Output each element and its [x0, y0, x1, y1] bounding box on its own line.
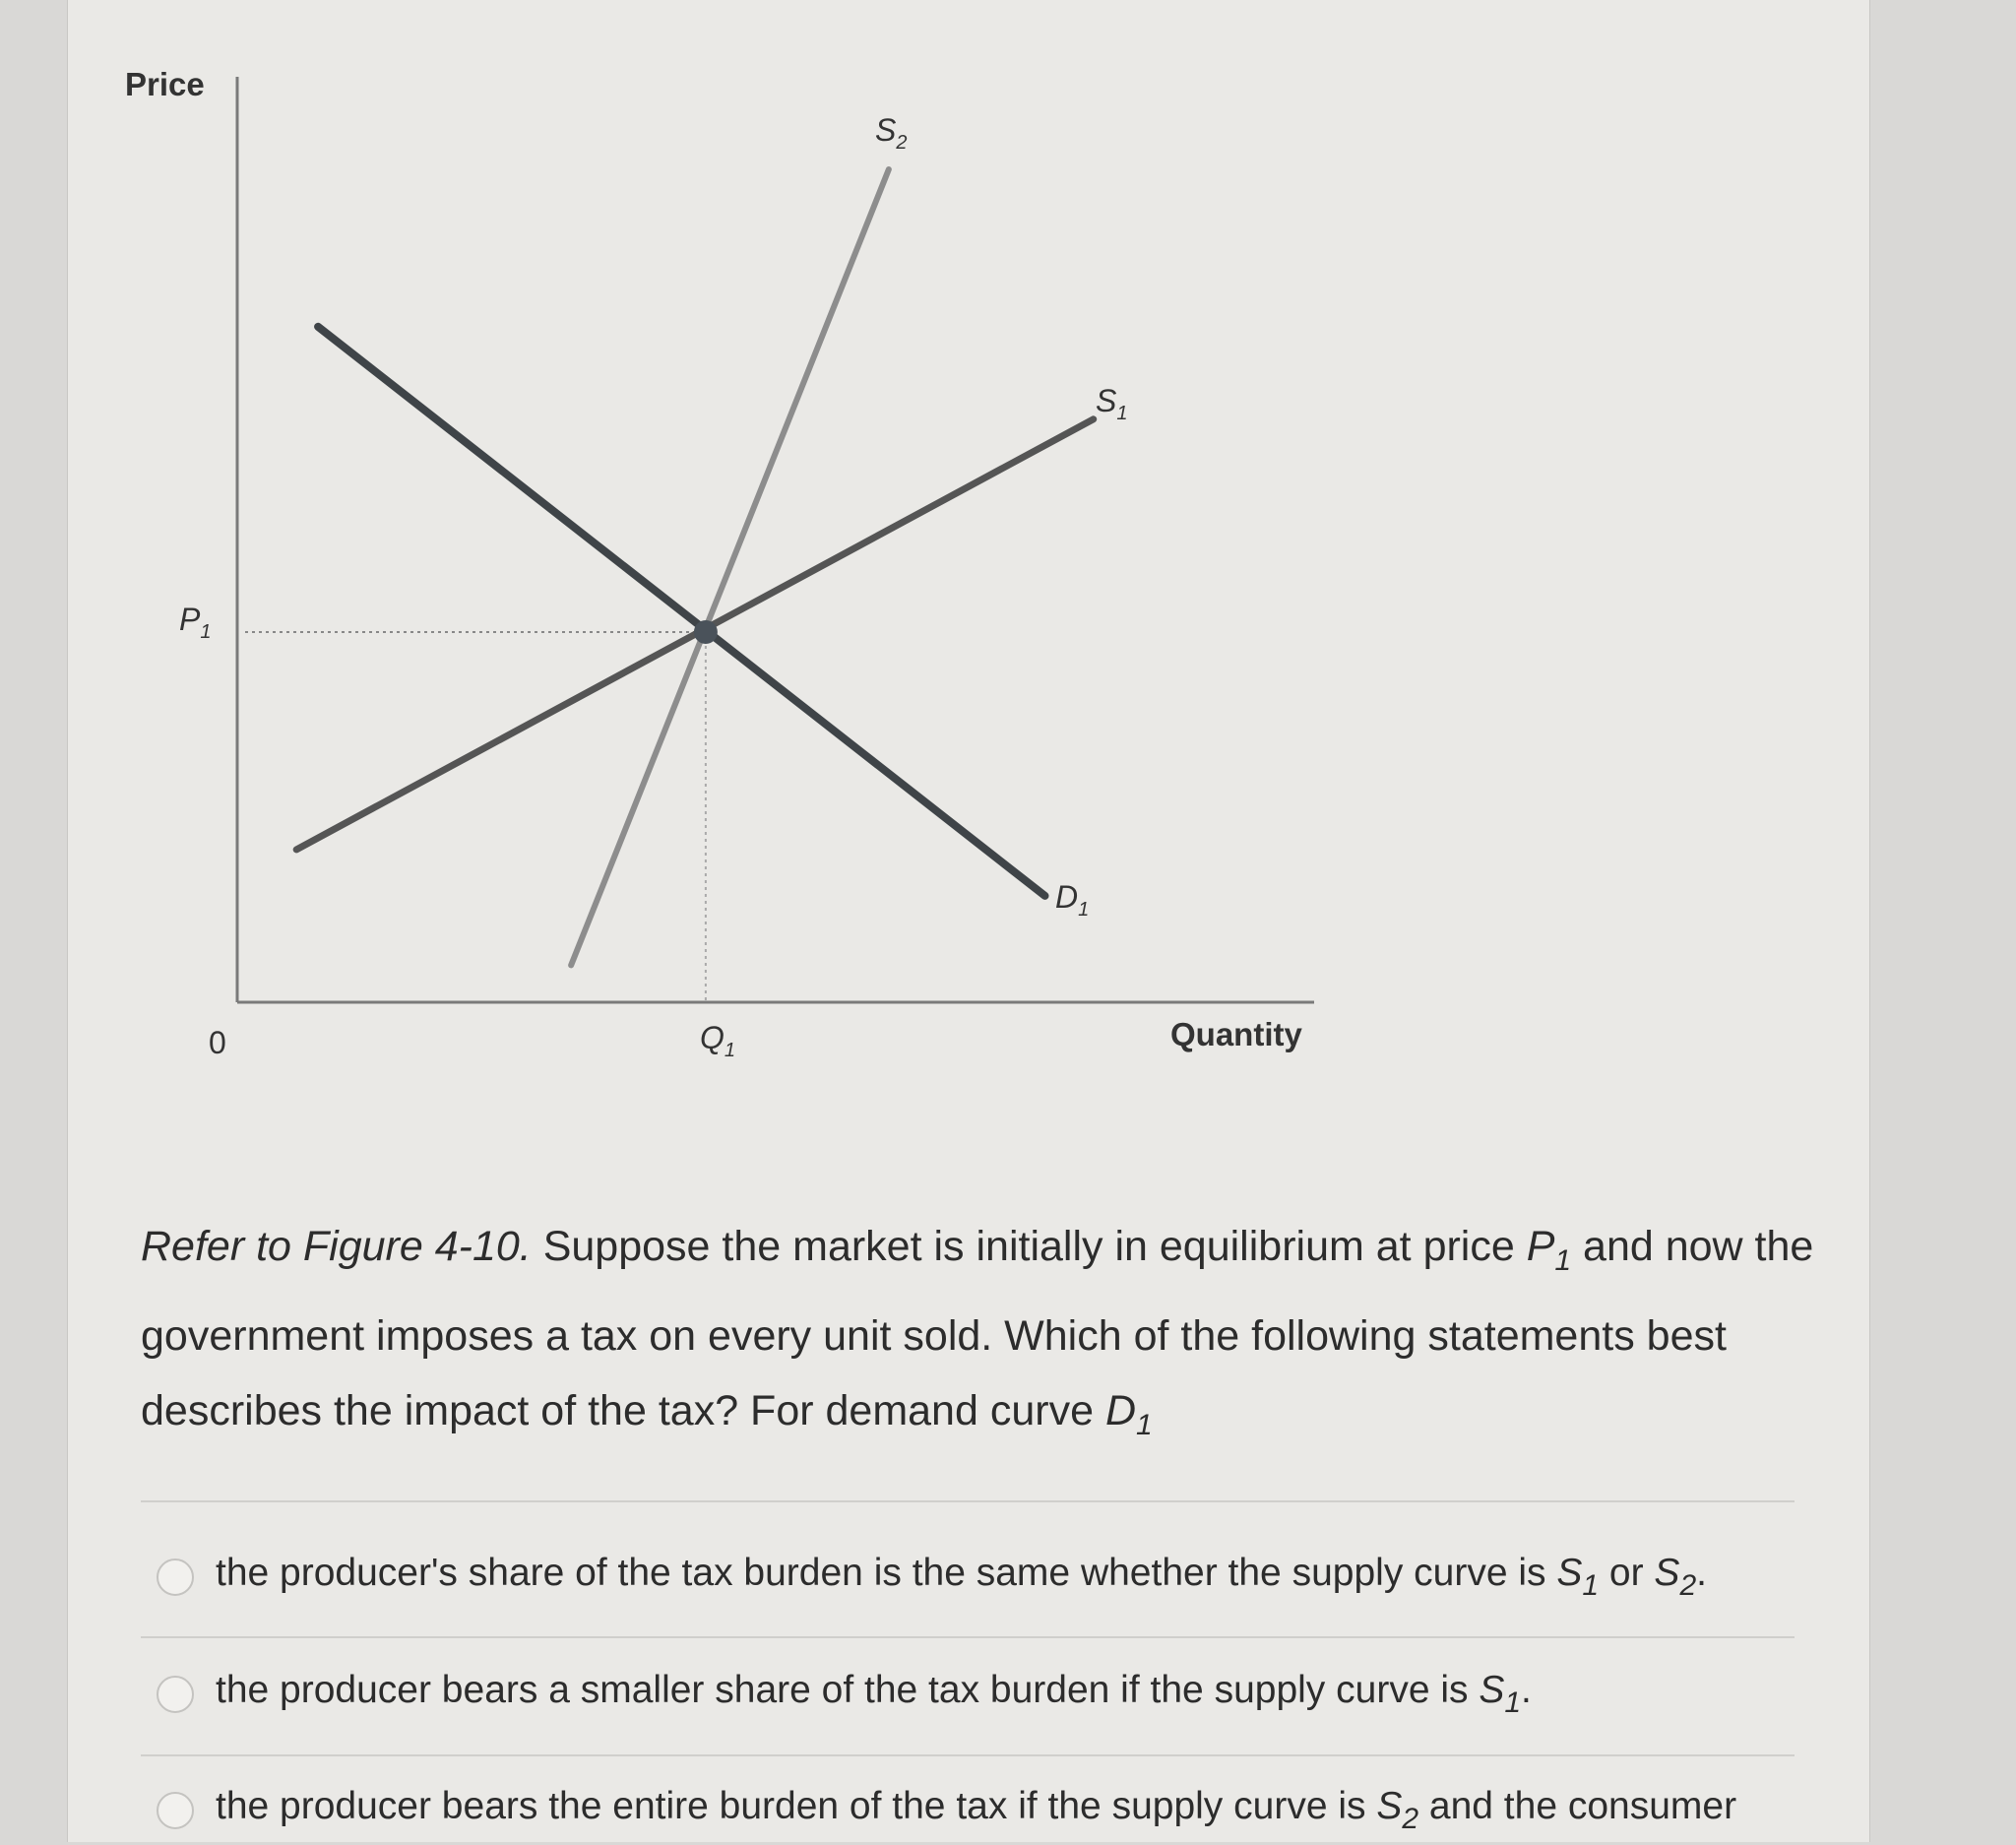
question-figure-ref: Refer to Figure 4-10.: [141, 1223, 532, 1270]
y-axis-label: Price: [125, 66, 205, 102]
answer-option-1[interactable]: [157, 1543, 1830, 1612]
question-part1: Suppose the market is initially in equilibrium at price: [531, 1223, 1527, 1270]
radio-option-1[interactable]: [157, 1559, 194, 1596]
question-d1: $D_1$: [1104, 1387, 1153, 1441]
divider-top: [141, 1500, 1795, 1502]
option-3-label: the producer bears the entire burden of the tax if the supply curve is $S_2$ and the consumer: [216, 1785, 1737, 1835]
answer-option-2[interactable]: [157, 1660, 1830, 1729]
d1-curve: [318, 327, 1044, 896]
answer-option-3[interactable]: [157, 1776, 1830, 1845]
question-p1: $P_1$: [1526, 1223, 1572, 1277]
d1-curve-label: $D_1$: [1055, 879, 1090, 921]
divider-2: [141, 1754, 1795, 1756]
question-part2: and now the government imposes a tax on every unit sold. Which of the following statements best describes the impact of the tax? For demand curve: [141, 1223, 1814, 1434]
price-p1-label: $P_1$: [179, 602, 212, 643]
radio-option-3[interactable]: [157, 1792, 194, 1829]
s2-curve: [571, 169, 889, 965]
s1-curve-label: $S_1$: [1096, 383, 1128, 424]
question-text: [141, 1209, 1834, 1463]
divider-1: [141, 1636, 1795, 1638]
quantity-q1-label: $Q_1$: [700, 1020, 736, 1061]
radio-option-2[interactable]: [157, 1676, 194, 1713]
option-2-label: the producer bears a smaller share of the tax burden if the supply curve is $S_1$.: [216, 1669, 1532, 1719]
supply-demand-figure: [68, 0, 1544, 1113]
s2-curve-label: $S_2$: [875, 112, 908, 154]
x-axis-label: Quantity: [1170, 1016, 1302, 1052]
option-1-label: the producer's share of the tax burden is the same whether the supply curve is $S_1$ or $S_2$.: [216, 1552, 1707, 1602]
question-page: [67, 0, 1870, 1842]
equilibrium-point: [694, 620, 718, 644]
origin-label: 0: [209, 1025, 226, 1060]
